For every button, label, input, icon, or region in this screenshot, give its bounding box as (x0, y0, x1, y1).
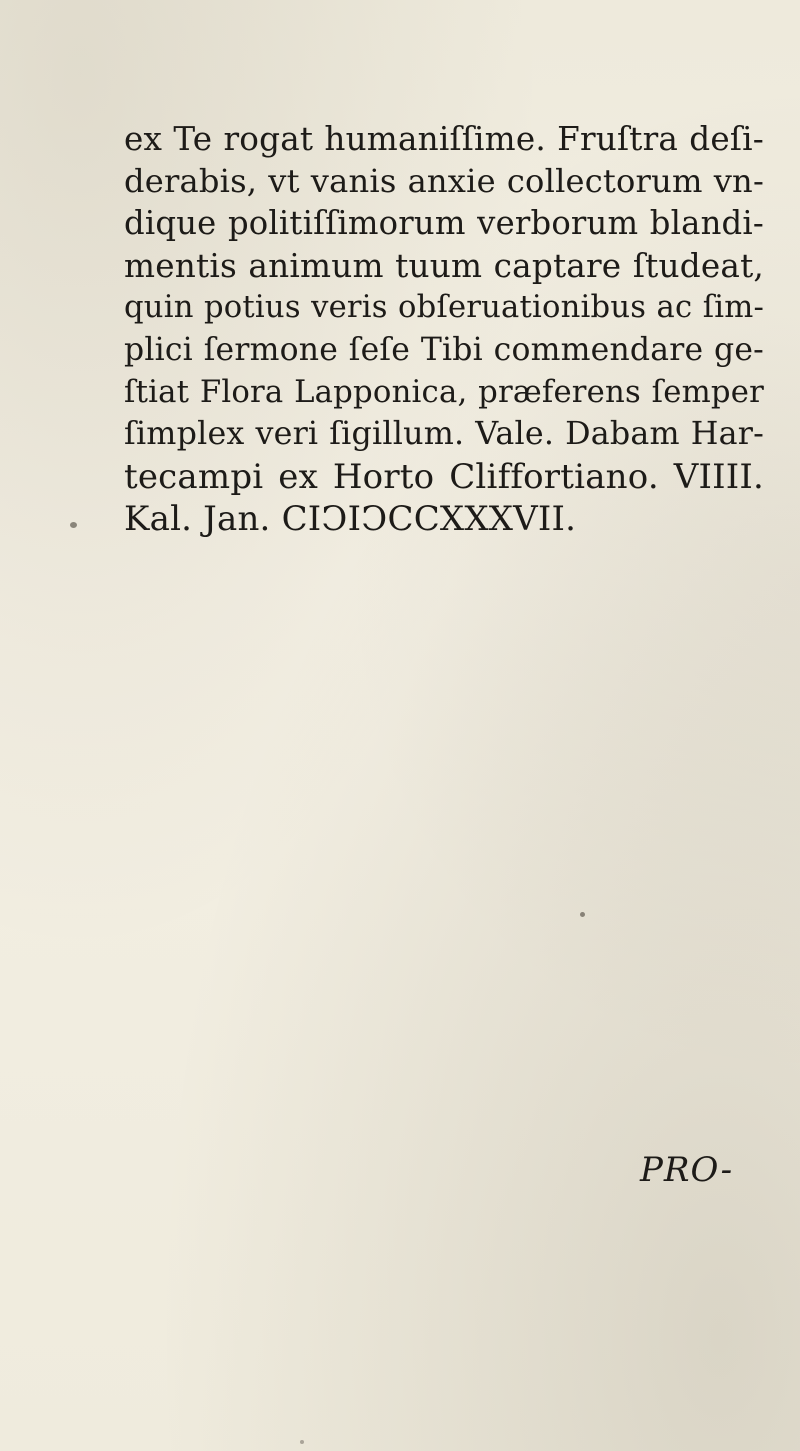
text-line: ſtiat Flora Lapponica, præferens ſemper (124, 374, 764, 411)
text-line: tecampi ex Horto Cliffortiano. VIIII. (124, 456, 764, 497)
text-line: ex Te rogat humaniſſime. Fruſtra deſi- (124, 120, 764, 158)
catchword: PRO- (640, 1150, 734, 1190)
text-line-last: Kal. Jan. CIↃIↃCCXXXVII. (124, 498, 577, 539)
text-line: quin potius veris obſeruationibus ac ſim- (124, 289, 764, 325)
text-line: plici ſermone ſeſe Tibi commendare ge- (124, 332, 764, 369)
letter-text (124, 118, 764, 540)
paper-speck (300, 1440, 304, 1444)
text-line: ſimplex veri ſigillum. Vale. Dabam Har- (124, 416, 764, 453)
text-line: dique politiſſimorum verborum blandi- (124, 204, 764, 243)
paper-speck (70, 522, 77, 528)
paper-speck (580, 912, 585, 917)
text-line: derabis, vt vanis anxie collectorum vn- (124, 162, 764, 201)
text-line: mentis animum tuum captare ſtudeat, (124, 246, 764, 285)
